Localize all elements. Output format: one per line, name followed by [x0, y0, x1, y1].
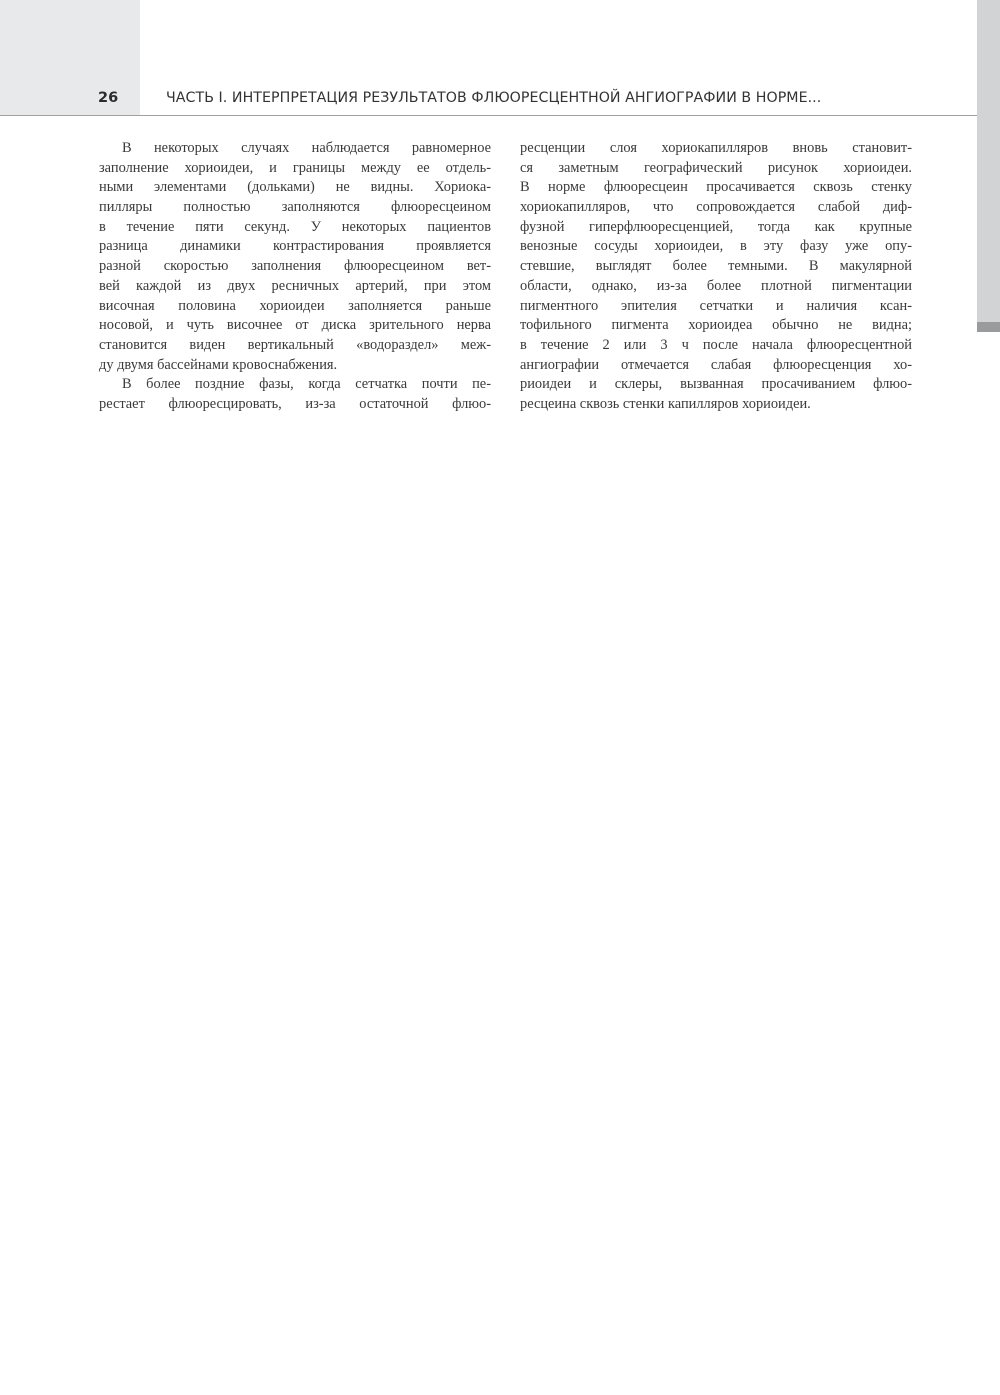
text-line: становится виден вертикальный «водораздел» меж- [99, 336, 491, 353]
text-line: пилляры полностью заполняются флюоресцеином [99, 199, 491, 216]
text-line: пигментного эпителия сетчатки и наличия ксан- [520, 297, 912, 314]
text-line: ресцеина сквозь стенки капилляров хориоидеи. [520, 395, 811, 412]
text-line: заполнение хориоидеи, и границы между ее отдель- [99, 159, 491, 176]
text-line: ресценции слоя хориокапилляров вновь становит- [520, 140, 912, 156]
text-line: хориокапилляров, что сопровождается слабой диф- [520, 199, 912, 216]
text-line: в течение 2 или 3 ч после начала флюоресцентной [520, 336, 912, 353]
text-line: височная половина хориоидеи заполняется раньше [99, 297, 491, 314]
text-line: носовой, и чуть височнее от диска зрительного нерва [99, 317, 491, 334]
text-line: в течение пяти секунд. У некоторых пациентов [99, 218, 491, 235]
header-corner-block [0, 0, 140, 116]
text-line: области, однако, из-за более плотной пигментации [520, 277, 912, 294]
text-line: ными элементами (дольками) не видны. Хориока- [99, 179, 491, 196]
text-line: В некоторых случаях наблюдается равномерное [122, 140, 491, 156]
running-title: ЧАСТЬ I. ИНТЕРПРЕТАЦИЯ РЕЗУЛЬТАТОВ ФЛЮОРЕСЦЕНТНОЙ АНГИОГРАФИИ В НОРМЕ... [166, 90, 822, 106]
text-line: ся заметным географический рисунок хориоидеи. [520, 159, 912, 176]
header-rule [0, 115, 977, 116]
page-number: 26 [98, 90, 119, 106]
chapter-side-tab [977, 0, 1000, 332]
text-line: разной скоростью заполнения флюоресцеином вет- [99, 258, 491, 275]
text-line: риоидеи и склеры, вызванная просачиванием флюо- [520, 376, 912, 393]
chapter-side-tab-marker [977, 322, 1000, 332]
text-line: ангиографии отмечается слабая флюоресценция хо- [520, 356, 912, 373]
text-line: фузной гиперфлюоресценцией, тогда как крупные [520, 218, 912, 235]
text-line: вей каждой из двух ресничных артерий, при этом [99, 277, 491, 294]
text-line: рестает флюоресцировать, из-за остаточной флюо- [99, 395, 491, 412]
text-column-right [520, 139, 912, 415]
text-column-left [99, 139, 491, 415]
text-line: тофильного пигмента хориоидеа обычно не видна; [520, 317, 912, 334]
text-line: стевшие, выглядят более темными. В макулярной [520, 258, 912, 275]
text-line: разница динамики контрастирования проявляется [99, 238, 491, 255]
text-line: ду двумя бассейнами кровоснабжения. [99, 356, 338, 373]
text-line: В норме флюоресцеин просачивается сквозь стенку [520, 179, 912, 196]
text-line: венозные сосуды хориоидеи, в эту фазу уже опу- [520, 238, 912, 255]
text-line: В более поздние фазы, когда сетчатка почти пе- [122, 376, 491, 393]
